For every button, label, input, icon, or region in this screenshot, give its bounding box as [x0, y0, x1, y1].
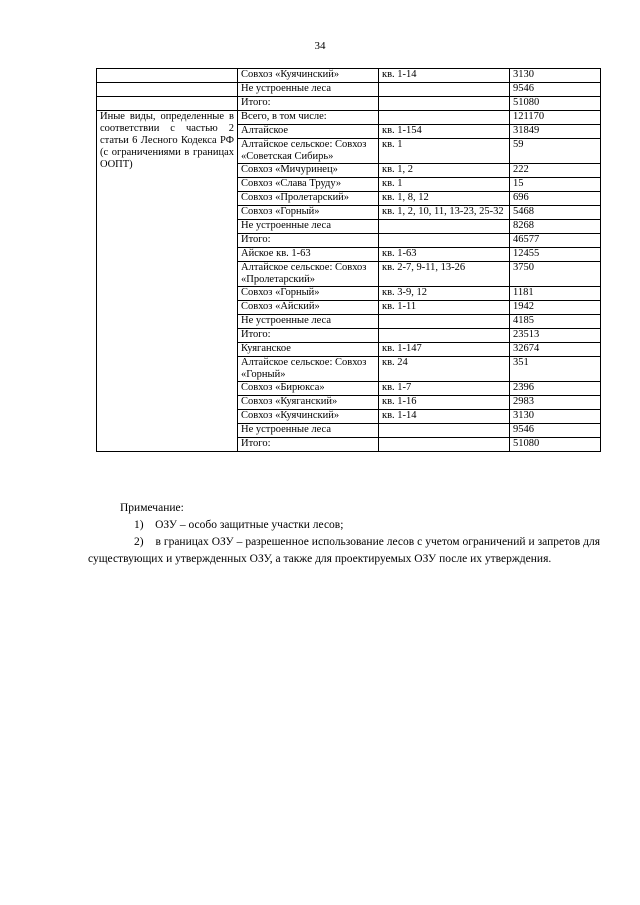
area-value-cell: 3750 [510, 262, 601, 287]
quarters-cell: кв. 1-7 [379, 382, 510, 396]
area-value-cell: 121170 [510, 111, 601, 125]
quarters-cell: кв. 1-63 [379, 248, 510, 262]
area-name-cell: Всего, в том числе: [238, 111, 379, 125]
quarters-cell [379, 438, 510, 452]
quarters-cell [379, 315, 510, 329]
quarters-cell [379, 220, 510, 234]
quarters-cell: кв. 1 [379, 139, 510, 164]
quarters-cell [379, 329, 510, 343]
area-value-cell: 51080 [510, 438, 601, 452]
quarters-cell: кв. 1-154 [379, 125, 510, 139]
empty-category-cell [97, 83, 238, 97]
area-value-cell: 23513 [510, 329, 601, 343]
area-value-cell: 351 [510, 357, 601, 382]
table-row [97, 97, 601, 111]
note-item-1-number: 1) [134, 519, 144, 531]
area-value-cell: 3130 [510, 69, 601, 83]
note-title: Примечание: [120, 502, 184, 514]
area-value-cell: 2396 [510, 382, 601, 396]
quarters-cell [379, 111, 510, 125]
quarters-cell: кв. 1-11 [379, 301, 510, 315]
area-name-cell: Итого: [238, 438, 379, 452]
area-name-cell: Совхоз «Пролетарский» [238, 192, 379, 206]
area-name-cell: Совхоз «Бирюкса» [238, 382, 379, 396]
note-item-2 [88, 534, 600, 568]
area-name-cell: Не устроенные леса [238, 424, 379, 438]
table-row [97, 69, 601, 83]
note-item-2-text: в границах ОЗУ – разрешенное использование лесов с учетом ограничений и запретов для существующих и утвержденных ОЗУ, а также для проектируемых ОЗУ после их утверждения. [88, 536, 600, 565]
area-name-cell: Совхоз «Куячинский» [238, 410, 379, 424]
area-name-cell: Совхоз «Мичуринец» [238, 164, 379, 178]
area-value-cell: 1181 [510, 287, 601, 301]
quarters-cell: кв. 1, 2 [379, 164, 510, 178]
table-row [97, 111, 601, 125]
quarters-cell: кв. 2-7, 9-11, 13-26 [379, 262, 510, 287]
area-value-cell: 31849 [510, 125, 601, 139]
area-name-cell: Не устроенные леса [238, 83, 379, 97]
area-value-cell: 15 [510, 178, 601, 192]
area-value-cell: 32674 [510, 343, 601, 357]
quarters-cell: кв. 1, 8, 12 [379, 192, 510, 206]
area-name-cell: Итого: [238, 97, 379, 111]
quarters-cell: кв. 24 [379, 357, 510, 382]
quarters-cell [379, 97, 510, 111]
area-value-cell: 4185 [510, 315, 601, 329]
quarters-cell: кв. 1-14 [379, 69, 510, 83]
area-value-cell: 51080 [510, 97, 601, 111]
quarters-cell [379, 424, 510, 438]
note-block [88, 500, 600, 568]
quarters-cell: кв. 1-14 [379, 410, 510, 424]
area-name-cell: Совхоз «Куячинский» [238, 69, 379, 83]
area-value-cell: 1942 [510, 301, 601, 315]
area-value-cell: 5468 [510, 206, 601, 220]
area-name-cell: Не устроенные леса [238, 220, 379, 234]
area-name-cell: Не устроенные леса [238, 315, 379, 329]
quarters-cell: кв. 1 [379, 178, 510, 192]
table-row [97, 83, 601, 97]
note-item-2-number: 2) [134, 536, 144, 548]
area-name-cell: Алтайское сельское: Совхоз «Советская Сибирь» [238, 139, 379, 164]
note-item-1 [88, 517, 600, 534]
area-value-cell: 59 [510, 139, 601, 164]
note-item-1-text: ОЗУ – особо защитные участки лесов; [155, 519, 344, 531]
area-name-cell: Алтайское сельское: Совхоз «Пролетарский» [238, 262, 379, 287]
area-value-cell: 696 [510, 192, 601, 206]
area-name-cell: Совхоз «Куяганский» [238, 396, 379, 410]
area-name-cell: Куяганское [238, 343, 379, 357]
empty-category-cell [97, 97, 238, 111]
quarters-cell: кв. 1-147 [379, 343, 510, 357]
area-value-cell: 2983 [510, 396, 601, 410]
area-name-cell: Алтайское [238, 125, 379, 139]
area-value-cell: 222 [510, 164, 601, 178]
area-name-cell: Айское кв. 1-63 [238, 248, 379, 262]
quarters-cell: кв. 1-16 [379, 396, 510, 410]
page-number: 34 [314, 40, 326, 52]
area-value-cell: 9546 [510, 83, 601, 97]
quarters-cell: кв. 1, 2, 10, 11, 13-23, 25-32 [379, 206, 510, 220]
area-value-cell: 12455 [510, 248, 601, 262]
empty-category-cell [97, 69, 238, 83]
area-name-cell: Итого: [238, 234, 379, 248]
category-cell: Иные виды, определенные в соответствии с частью 2 статьи 6 Лесного Кодекса РФ (с ограничениями в границах ООПТ) [97, 111, 238, 452]
area-name-cell: Совхоз «Горный» [238, 287, 379, 301]
area-name-cell: Совхоз «Слава Труду» [238, 178, 379, 192]
area-value-cell: 8268 [510, 220, 601, 234]
area-value-cell: 9546 [510, 424, 601, 438]
area-name-cell: Совхоз «Айский» [238, 301, 379, 315]
quarters-cell: кв. 3-9, 12 [379, 287, 510, 301]
area-value-cell: 3130 [510, 410, 601, 424]
area-name-cell: Итого: [238, 329, 379, 343]
area-name-cell: Алтайское сельское: Совхоз «Горный» [238, 357, 379, 382]
area-name-cell: Совхоз «Горный» [238, 206, 379, 220]
forest-table [96, 68, 601, 452]
quarters-cell [379, 234, 510, 248]
quarters-cell [379, 83, 510, 97]
area-value-cell: 46577 [510, 234, 601, 248]
